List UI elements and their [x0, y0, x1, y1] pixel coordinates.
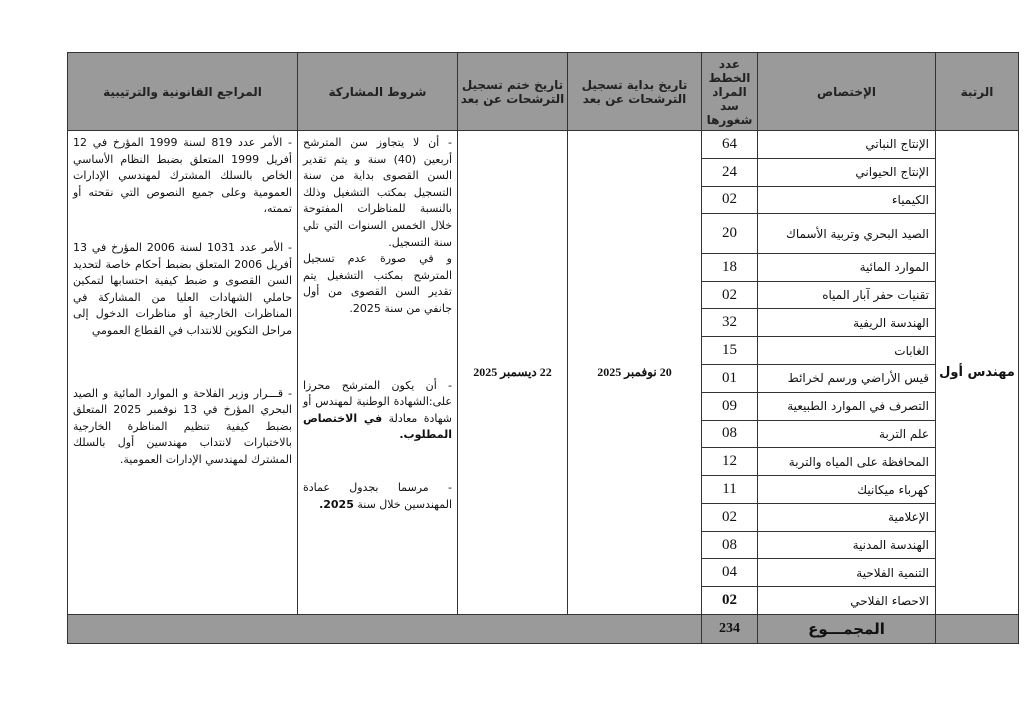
positions-cell: 02 — [702, 587, 758, 615]
condition-diploma-text: - أن يكون المترشح محرزا على:الشهادة الوطنية لمهندس أو شهادة معادلة — [303, 378, 452, 425]
condition-order-bold: 2025. — [319, 497, 354, 511]
specialty-cell: قيس الأراضي ورسم لخرائط — [758, 365, 936, 393]
positions-cell: 08 — [702, 531, 758, 559]
header-start-date: تاريخ بداية تسجيل الترشحات عن بعد — [568, 53, 702, 131]
specialty-cell: الصيد البحري وتربية الأسماك — [758, 214, 936, 254]
positions-cell: 04 — [702, 559, 758, 587]
header-rank: الرتبة — [936, 53, 1019, 131]
specialty-cell: علم التربة — [758, 420, 936, 448]
positions-cell: 02 — [702, 503, 758, 531]
reference-decree-1999: - الأمر عدد 819 لسنة 1999 المؤرخ في 12 أفريل 1999 المتعلق بضبط النظام الأساسي الخاص بالسلك المشترك لمهندسي الإدارات العمومية وعلى جميع النصوص التي نقحته أو تممته، — [73, 136, 293, 216]
positions-cell: 32 — [702, 309, 758, 337]
header-references: المراجع القانونية والترتيبية — [68, 53, 298, 131]
specialty-cell: الإنتاج النباتي — [758, 131, 936, 159]
recruitment-table — [67, 52, 1019, 644]
rank-cell: مهندس أول — [936, 131, 1019, 615]
specialty-cell: الاحصاء الفلاحي — [758, 587, 936, 615]
end-date-cell: 22 ديسمبر 2025 — [458, 131, 568, 615]
reference-decree-2006: - الأمر عدد 1031 لسنة 2006 المؤرخ في 13 أفريل 2006 المتعلق بضبط أحكام خاصة لتحديد السن القصوى و ضبط كيفية احتسابها لتمكين حاملي الشهادات العليا من المشاركة في المناظرات الخارجية أو مناظرات الدخول إلى مراحل التكوين للانتداب في القطاع العمومي — [73, 240, 293, 337]
positions-cell: 12 — [702, 448, 758, 476]
positions-cell: 64 — [702, 131, 758, 159]
specialty-cell: الإعلامية — [758, 503, 936, 531]
positions-cell: 24 — [702, 158, 758, 186]
condition-age-unregistered: و في صورة عدم تسجيل المترشح بمكتب التشغيل يتم تقدير السن القصوى من أول جانفي من سنة 2025. — [303, 252, 452, 315]
total-value: 234 — [702, 615, 758, 644]
header-conditions: شروط المشاركة — [298, 53, 458, 131]
condition-age: - أن لا يتجاوز سن المترشح أربعين (40) سنة و يتم تقدير السن القصوى بداية من سنة التسجيل بمكتب التشغيل وذلك بالنسبة للمناظرات المفتوحة خلال الخمس السنوات التي تلي سنة التسجيل. — [303, 136, 452, 249]
positions-cell: 15 — [702, 337, 758, 365]
positions-cell: 09 — [702, 392, 758, 420]
condition-order-text: - مرسما بجدول عمادة المهندسين خلال سنة — [303, 480, 452, 511]
specialty-cell: الهندسة الريفية — [758, 309, 936, 337]
specialty-cell: كهرباء ميكانيك — [758, 476, 936, 504]
specialty-cell: المحافظة على المياه والتربة — [758, 448, 936, 476]
specialty-cell: الهندسة المدنية — [758, 531, 936, 559]
total-blank-rank — [936, 615, 1019, 644]
specialty-cell: التنمية الفلاحية — [758, 559, 936, 587]
specialty-cell: تقنيات حفر آبار المياه — [758, 281, 936, 309]
start-date-cell: 20 نوفمبر 2025 — [568, 131, 702, 615]
specialty-cell: الموارد المائية — [758, 253, 936, 281]
specialty-cell: الإنتاج الحيواني — [758, 158, 936, 186]
reference-order-2025: - قـــرار وزير الفلاحة و الموارد المائية و الصيد البحري المؤرخ في 13 نوفمبر 2025 المتعلق بضبط كيفية تنظيم المناظرة الخارجية بالاختبارات لانتداب مهندسين أول بالسلك المشترك لمهندسي الإدارات العمومية. — [73, 386, 292, 466]
positions-cell: 08 — [702, 420, 758, 448]
header-end-date: تاريخ ختم تسجيل الترشحات عن بعد — [458, 53, 568, 131]
positions-cell: 11 — [702, 476, 758, 504]
total-label: المجمـــوع — [758, 615, 936, 644]
conditions-cell — [298, 131, 458, 615]
condition-order — [303, 480, 452, 513]
header-specialty: الإختصاص — [758, 53, 936, 131]
positions-cell: 18 — [702, 253, 758, 281]
specialty-cell: التصرف في الموارد الطبيعية — [758, 392, 936, 420]
total-blank — [68, 615, 702, 644]
positions-cell: 02 — [702, 186, 758, 214]
header-row — [68, 53, 1019, 131]
positions-cell: 01 — [702, 365, 758, 393]
positions-cell: 02 — [702, 281, 758, 309]
specialty-cell: الغابات — [758, 337, 936, 365]
positions-cell: 20 — [702, 214, 758, 254]
condition-diploma — [303, 378, 452, 444]
total-row — [68, 615, 1019, 644]
header-positions: عدد الخطط المراد سد شغورها — [702, 53, 758, 131]
references-cell — [68, 131, 298, 615]
table-row — [68, 131, 1019, 159]
condition-diploma-bold: في الاختصاص المطلوب. — [303, 411, 452, 442]
specialty-cell: الكيمياء — [758, 186, 936, 214]
